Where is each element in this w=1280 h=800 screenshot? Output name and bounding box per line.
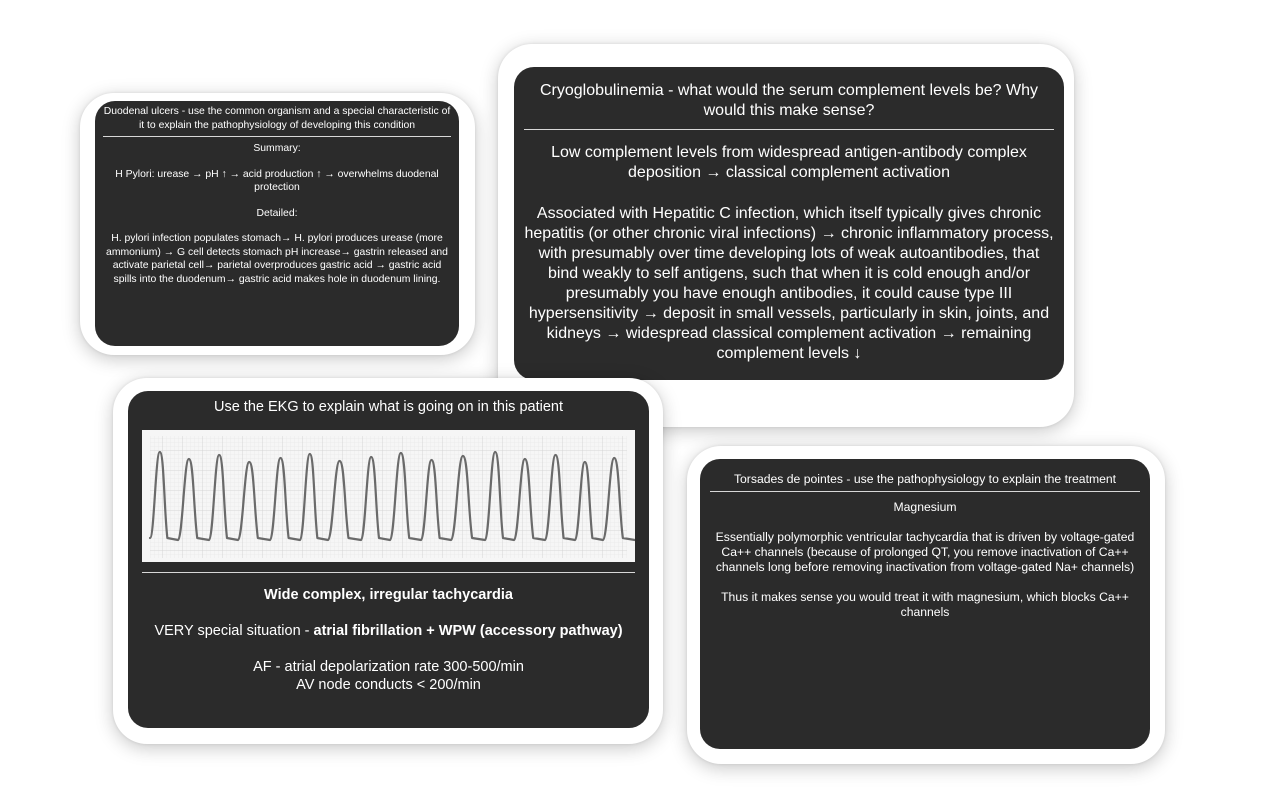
summary-text: H Pylori: urease → pH ↑ → acid production ↑ → overwhelms duodenal protection	[115, 168, 439, 193]
explanation-text: Essentially polymorphic ventricular tachycardia that is driven by voltage-gated Ca++ channels (because of prolonged QT, you remove inactivation of Ca++ channels long before removing inactivation from voltage-gated Na+ channels)	[715, 530, 1135, 574]
torsades-card[interactable]	[700, 459, 1150, 749]
card-question: Duodenal ulcers - use the common organism and a special characteristic of it to explain the pathophysiology of developing this condition	[103, 106, 451, 131]
card-divider	[103, 136, 451, 137]
ekg-trace	[142, 430, 635, 562]
af-rate-line: AF - atrial depolarization rate 300-500/min	[253, 659, 524, 675]
special-prefix: VERY special situation -	[154, 623, 314, 639]
special-diagnosis: atrial fibrillation + WPW (accessory pathway)	[313, 623, 623, 639]
answer-heading: Magnesium	[893, 500, 957, 514]
answer-heading: Wide complex, irregular tachycardia	[264, 587, 513, 603]
duodenal-ulcer-card[interactable]	[95, 101, 459, 346]
special-situation-text	[142, 622, 635, 640]
summary-heading: Summary:	[253, 143, 301, 154]
ekg-strip-image	[142, 430, 635, 562]
card-divider	[142, 572, 635, 573]
answer-summary: Low complement levels from widespread antigen-antibody complex deposition → classical complement activation	[551, 144, 1027, 181]
detailed-text: H. pylori infection populates stomach→ H. pylori produces urease (more ammonium) → G cell detects stomach pH increase→ gastrin released and activate parietal cell→ parietal overproduces gastric acid → gastric acid spills into the duodenum→ gastric acid makes hole in duodenum lining.	[106, 233, 448, 285]
card-question: Cryoglobulinemia - what would the serum complement levels be? Why would this make sense?	[540, 82, 1038, 119]
ekg-card[interactable]	[128, 391, 649, 728]
answer-detail: Associated with Hepatitic C infection, which itself typically gives chronic hepatitis (or other chronic viral infections) → chronic inflammatory process, with presumably over time developing lots of weak autoantibodies, that bind weakly to self antigens, such that when it is cold enough and/or presumably you have enough antibodies, it could cause type III hypersensitivity → deposit in small vessels, particularly in skin, joints, and kidneys → widespread classical complement activation → remaining complement levels ↓	[524, 205, 1054, 362]
card-question: Use the EKG to explain what is going on in this patient	[213, 399, 563, 415]
treatment-text: Thus it makes sense you would treat it with magnesium, which blocks Ca++ channels	[721, 590, 1129, 619]
card-divider	[710, 491, 1140, 492]
card-question: Torsades de pointes - use the pathophysiology to explain the treatment	[733, 472, 1117, 486]
av-node-line: AV node conducts < 200/min	[296, 677, 481, 693]
card-divider	[524, 129, 1054, 130]
detailed-heading: Detailed:	[256, 207, 298, 219]
cryoglobulinemia-card[interactable]	[514, 67, 1064, 380]
